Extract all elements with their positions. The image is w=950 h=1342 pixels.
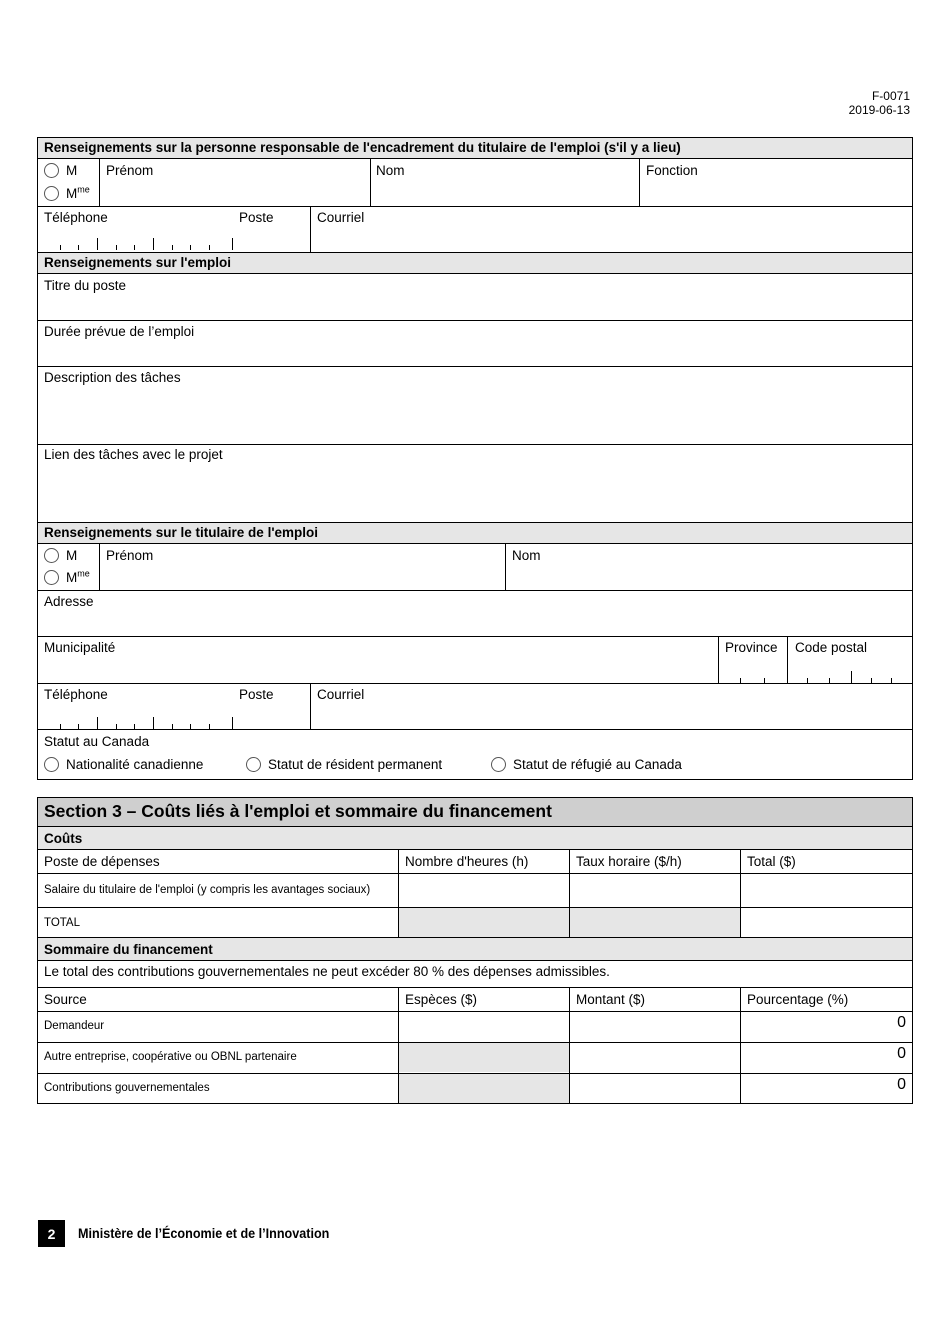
fin-header-pourcentage: Pourcentage (%)	[747, 992, 849, 1007]
cost-header-poste: Poste de dépenses	[44, 854, 160, 869]
radio-button[interactable]	[44, 163, 59, 178]
gouv-especes-cell	[399, 1074, 569, 1103]
phone-comb	[40, 238, 240, 250]
holder-title-m[interactable]	[44, 548, 77, 563]
fin-row-gouvernementales: Contributions gouvernementales	[44, 1082, 210, 1094]
form-date: 2019-06-13	[848, 103, 910, 117]
partenaire-pct-value: 0	[897, 1045, 906, 1062]
job-header: Renseignements sur l'emploi	[38, 253, 912, 273]
fin-header-source: Source	[44, 992, 87, 1007]
statut-option-label: Statut de réfugié au Canada	[513, 757, 682, 772]
supervisor-courriel-field[interactable]: Courriel	[317, 210, 365, 225]
demandeur-montant-input[interactable]	[570, 1012, 740, 1041]
demandeur-especes-input[interactable]	[399, 1012, 569, 1041]
radio-button[interactable]	[44, 757, 59, 772]
supervisor-nom-field[interactable]: Nom	[376, 163, 405, 178]
gouv-pct-value: 0	[897, 1076, 906, 1093]
divider	[37, 729, 913, 730]
fin-header-montant: Montant ($)	[576, 992, 646, 1007]
total-heures-cell	[399, 908, 569, 937]
divider	[37, 636, 913, 637]
radio-button[interactable]	[246, 757, 261, 772]
radio-button[interactable]	[44, 548, 59, 563]
divider	[37, 849, 913, 850]
divider	[398, 987, 399, 1104]
holder-courriel-field[interactable]: Courriel	[317, 687, 365, 702]
divider	[37, 158, 913, 159]
salaire-taux-input[interactable]	[570, 874, 740, 907]
cost-header-total: Total ($)	[747, 854, 796, 869]
supervisor-title-mme[interactable]	[44, 186, 90, 201]
divider	[505, 543, 506, 590]
divider	[370, 158, 371, 206]
fin-header-especes: Espèces ($)	[405, 992, 478, 1007]
phone-comb	[40, 717, 240, 729]
divider	[310, 206, 311, 252]
form-number: F-0071	[871, 89, 910, 103]
holder-nom-field[interactable]: Nom	[512, 548, 541, 563]
holder-title-mme[interactable]	[44, 570, 90, 585]
divider	[37, 590, 913, 591]
total-taux-cell	[570, 908, 740, 937]
divider	[37, 206, 913, 207]
fin-row-partenaire: Autre entreprise, coopérative ou OBNL partenaire	[44, 1051, 297, 1063]
cost-row-total: TOTAL	[44, 917, 80, 929]
statut-option-label: Statut de résident permanent	[268, 757, 443, 772]
divider	[37, 366, 913, 367]
statut-option-refugie[interactable]	[491, 757, 682, 772]
holder-telephone-field[interactable]: Téléphone	[44, 687, 108, 702]
job-titre-field[interactable]: Titre du poste	[44, 278, 127, 293]
divider	[569, 987, 570, 1104]
title-m-label: M	[66, 548, 78, 563]
job-lien-field[interactable]: Lien des tâches avec le projet	[44, 447, 223, 462]
province-comb	[718, 671, 788, 683]
couts-header: Coûts	[38, 827, 912, 849]
holder-header: Renseignements sur le titulaire de l'emploi	[38, 523, 912, 543]
title-mme-label: $M^{me}$	[66, 568, 90, 585]
divider	[99, 158, 100, 206]
section3-title: Section 3 – Coûts liés à l'emploi et sommaire du financement	[38, 798, 912, 826]
salaire-total-input[interactable]	[741, 874, 912, 907]
salaire-heures-input[interactable]	[399, 874, 569, 907]
document-code	[849, 89, 910, 117]
supervisor-prenom-field[interactable]: Prénom	[106, 163, 154, 178]
gouv-montant-input[interactable]	[570, 1074, 740, 1103]
divider	[740, 987, 741, 1104]
ministry-name: Ministère de l’Économie et de l’Innovation	[78, 1225, 330, 1241]
radio-button[interactable]	[44, 186, 59, 201]
divider	[740, 849, 741, 937]
radio-button[interactable]	[491, 757, 506, 772]
supervisor-header: Renseignements sur la personne responsable de l'encadrement du titulaire de l'emploi (s'il y a lieu)	[38, 138, 912, 158]
job-description-field[interactable]: Description des tâches	[44, 370, 181, 385]
partenaire-especes-cell	[399, 1043, 569, 1072]
divider	[37, 444, 913, 445]
title-m-label: M	[66, 163, 78, 178]
divider	[37, 543, 913, 544]
statut-option-label: Nationalité canadienne	[66, 757, 204, 772]
divider	[37, 273, 913, 274]
radio-button[interactable]	[44, 570, 59, 585]
cost-header-taux: Taux horaire ($/h)	[576, 854, 682, 869]
supervisor-poste-field[interactable]: Poste	[239, 210, 274, 225]
divider	[639, 158, 640, 206]
holder-adresse-field[interactable]: Adresse	[44, 594, 94, 609]
holder-poste-field[interactable]: Poste	[239, 687, 274, 702]
holder-statut-label: Statut au Canada	[44, 734, 150, 749]
financement-note: Le total des contributions gouvernementales ne peut excéder 80 % des dépenses admissibles.	[44, 964, 610, 979]
sommaire-header: Sommaire du financement	[38, 938, 912, 960]
holder-province-field[interactable]: Province	[725, 640, 778, 655]
supervisor-fonction-field[interactable]: Fonction	[646, 163, 698, 178]
holder-code-postal-field[interactable]: Code postal	[795, 640, 868, 655]
supervisor-title-m[interactable]	[44, 163, 77, 178]
partenaire-montant-input[interactable]	[570, 1043, 740, 1072]
divider	[37, 960, 913, 961]
divider	[37, 987, 913, 988]
page-number: 2	[38, 1220, 65, 1247]
divider	[99, 543, 100, 590]
holder-prenom-field[interactable]: Prénom	[106, 548, 154, 563]
statut-option-resident[interactable]	[246, 757, 442, 772]
postal-code-comb	[787, 671, 912, 683]
title-mme-label: $M^{me}$	[66, 184, 90, 201]
divider	[37, 683, 913, 684]
statut-option-canadien[interactable]	[44, 757, 203, 772]
divider	[569, 849, 570, 937]
fin-row-demandeur: Demandeur	[44, 1020, 105, 1032]
total-total-input[interactable]	[741, 908, 912, 937]
cost-header-heures: Nombre d'heures (h)	[405, 854, 529, 869]
divider	[310, 683, 311, 729]
supervisor-telephone-field[interactable]: Téléphone	[44, 210, 108, 225]
holder-municipalite-field[interactable]: Municipalité	[44, 640, 116, 655]
divider	[37, 320, 913, 321]
divider	[398, 849, 399, 937]
cost-row-salaire: Salaire du titulaire de l'emploi (y compris les avantages sociaux)	[44, 884, 371, 896]
demandeur-pct-value: 0	[897, 1014, 906, 1031]
job-duree-field[interactable]: Durée prévue de l’emploi	[44, 324, 195, 339]
